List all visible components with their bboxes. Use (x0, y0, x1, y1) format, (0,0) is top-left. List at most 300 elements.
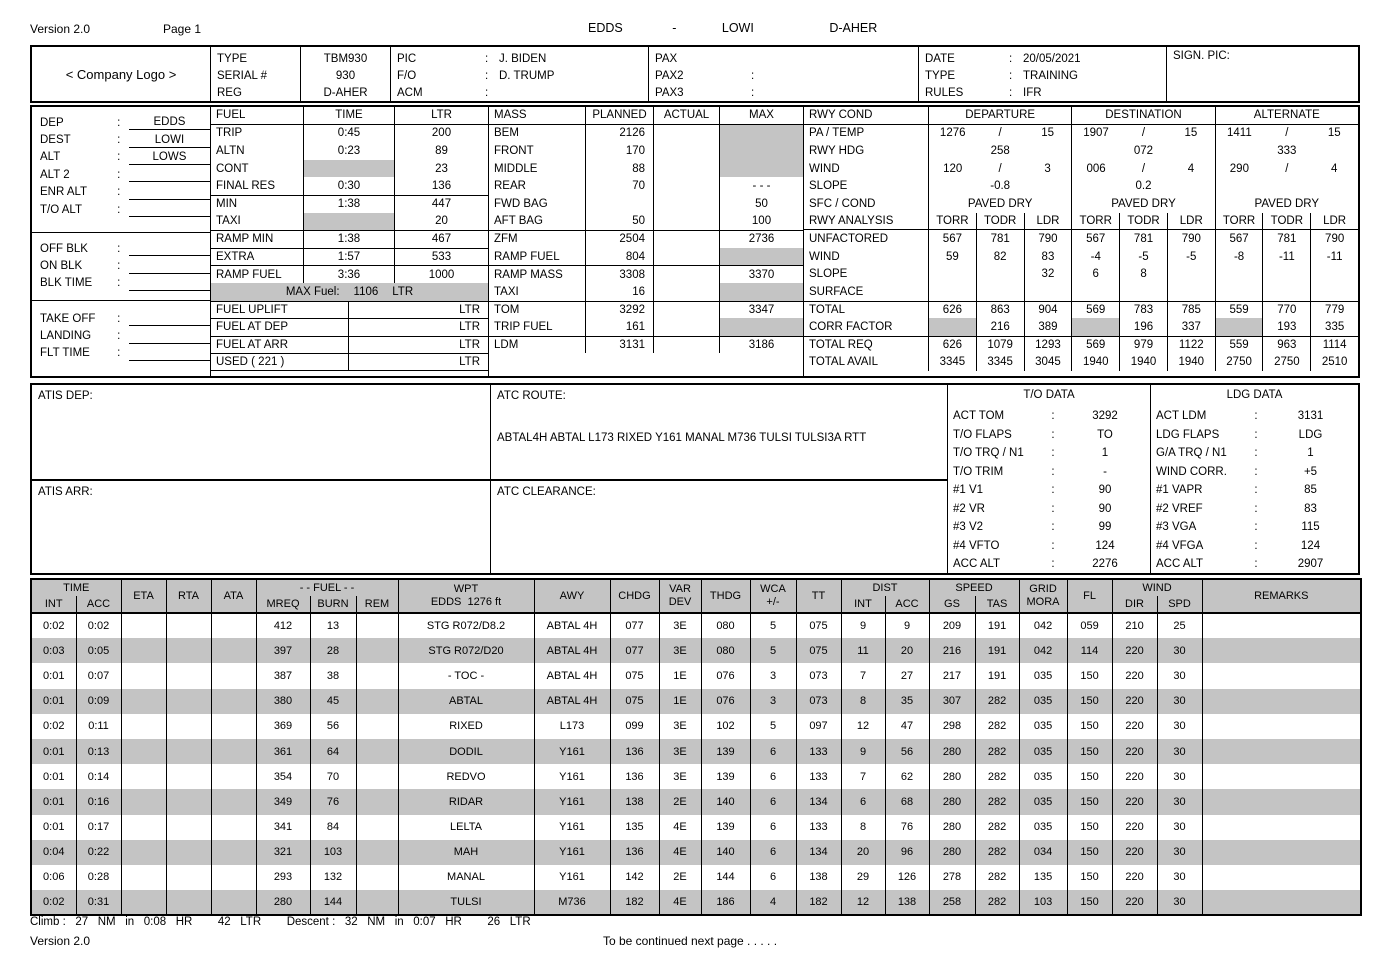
nav-cell-chdg: 135 (610, 815, 659, 840)
fuel-row-time (303, 213, 395, 231)
fuel-row (211, 195, 488, 213)
block-times-group (32, 232, 210, 300)
nav-cell-chdg: 142 (610, 865, 659, 890)
nav-cell-eta (121, 613, 166, 638)
route-field-value: EDDS (129, 115, 210, 130)
nav-cell-spd: 30 (1157, 789, 1202, 814)
nav-cell-ata (211, 714, 256, 739)
nav-cell-tas: 282 (975, 815, 1019, 840)
nav-row (31, 739, 1361, 764)
rwy-group (1071, 213, 1214, 230)
rwy-subheader-cell: TODR (1262, 213, 1310, 230)
nav-header-tt: TT (796, 579, 841, 613)
nav-cell-fl: 150 (1067, 840, 1112, 865)
nav-cell-wpt: DODIL (398, 739, 534, 764)
nav-cell-tt: 133 (796, 739, 841, 764)
mass-row-max: 3370 (719, 266, 803, 283)
route-field-label: ALT 2 (40, 168, 70, 181)
nav-cell-thdg: 140 (701, 789, 750, 814)
nav-cell-tt: 134 (796, 789, 841, 814)
nav-cell-int: 0:06 (31, 865, 76, 890)
rwy-row (804, 283, 1358, 301)
rwy-row (804, 177, 1358, 195)
nav-cell-wpt: RIXED (398, 714, 534, 739)
rwy-row-label: WIND (809, 162, 840, 175)
landing-data-row-value: 85 (1304, 484, 1317, 497)
rwy-row-label: CORR FACTOR (809, 320, 893, 333)
crew-row-label: F/O (397, 69, 417, 82)
landing-data-row-value: 2907 (1297, 558, 1324, 571)
nav-cell-chdg: 075 (610, 663, 659, 688)
nav-cell-acc: 0:13 (76, 739, 121, 764)
rwy-row (804, 265, 1358, 283)
rwy-cell (929, 283, 976, 301)
nav-cell-tas: 191 (975, 613, 1019, 638)
max-fuel-unit: LTR (392, 285, 414, 298)
nav-cell-acc: 0:31 (76, 890, 121, 915)
rwy-cell (1167, 283, 1215, 301)
nav-cell-rem (356, 815, 398, 840)
nav-cell-rta (166, 689, 211, 714)
time-field-value (129, 311, 210, 326)
takeoff-data-row-value: 1 (1101, 447, 1109, 460)
mass-row-label: LDM (494, 339, 519, 352)
nav-row (31, 789, 1361, 814)
nav-cell-rem (356, 739, 398, 764)
nav-cell-remarks (1202, 663, 1361, 688)
nav-cell-int: 0:01 (31, 789, 76, 814)
nav-cell-ata (211, 865, 256, 890)
rwy-cell: 559 (1215, 302, 1263, 319)
nav-cell-var: 1E (659, 663, 701, 688)
colon: : (1254, 502, 1258, 515)
route-field-label: DEP (40, 116, 64, 129)
fuel-bottom-value-area (348, 354, 488, 370)
mass-row-actual (653, 248, 719, 266)
nav-header-time-int: INT (31, 596, 76, 613)
takeoff-data-row-label: ACT TOM (953, 410, 1005, 423)
nav-header-fl: FL (1067, 579, 1112, 613)
rwy-cell: 626 (942, 303, 962, 316)
mass-row-actual (653, 318, 719, 336)
rwy-group-value: 333 (1215, 142, 1358, 160)
nav-cell-tas: 282 (975, 890, 1019, 915)
fuel-bottom-label: USED ( 221 ) (216, 356, 285, 369)
landing-data-row-value: LDG (1298, 428, 1323, 441)
nav-cell-tas: 282 (975, 840, 1019, 865)
nav-cell-dint: 6 (841, 789, 885, 814)
planning-box (30, 105, 1360, 378)
nav-cell-wca: 5 (750, 613, 796, 638)
nav-cell-burn: 28 (310, 638, 356, 663)
nav-cell-mora: 035 (1019, 714, 1067, 739)
mass-row-planned (585, 195, 653, 213)
nav-cell-spd: 30 (1157, 840, 1202, 865)
fuel-bottom-label: FUEL AT DEP (216, 321, 289, 334)
block-field-label: ON BLK (40, 260, 83, 273)
nav-cell-rta (166, 714, 211, 739)
nav-cell-rta (166, 638, 211, 663)
route-title (588, 21, 877, 35)
nav-cell-chdg: 136 (610, 840, 659, 865)
nav-cell-thdg: 139 (701, 815, 750, 840)
nav-cell-eta (121, 815, 166, 840)
aircraft-value-row: D-AHER (323, 86, 368, 99)
rwy-row-label: SURFACE (809, 285, 864, 298)
mass-table-body (489, 125, 803, 354)
mass-row-planned: 16 (585, 283, 653, 301)
route-field (32, 201, 210, 218)
rwy-row-label: RWY HDG (809, 144, 865, 157)
takeoff-data-row (948, 463, 1150, 482)
nav-cell-wca: 6 (750, 865, 796, 890)
nav-cell-mora: 035 (1019, 663, 1067, 688)
rwy-cell: 770 (1262, 302, 1310, 319)
nav-cell-tas: 282 (975, 764, 1019, 789)
nav-header-awy: AWY (534, 579, 610, 613)
route-field (32, 166, 210, 183)
navigation-log-table (30, 578, 1362, 916)
rwy-cell (1215, 265, 1263, 283)
fuel-row-label: ALTN (216, 144, 245, 157)
nav-cell-eta (121, 714, 166, 739)
fuel-row-ltr: 447 (431, 198, 452, 211)
colon: : (117, 203, 121, 216)
nav-cell-tt: 182 (796, 890, 841, 915)
nav-cell-wca: 6 (750, 739, 796, 764)
rwy-subheader-cell: TODR (976, 213, 1024, 230)
mass-row-actual (653, 195, 719, 213)
nav-cell-ata (211, 689, 256, 714)
nav-cell-eta (121, 638, 166, 663)
nav-header-time: TIME (31, 579, 121, 596)
rwy-subvalue: / (1141, 127, 1146, 140)
rwy-group-headers (928, 107, 1358, 124)
mass-row-max (719, 142, 803, 160)
nav-cell-dir: 220 (1112, 714, 1157, 739)
rwy-subvalue: 1411 (1227, 127, 1252, 140)
fuel-row-time (303, 160, 395, 178)
atc-route-text: ABTAL4H ABTAL L173 RIXED Y161 MANAL M736 TULSI TULSI3A RTT (497, 432, 867, 444)
rwy-group (929, 160, 1071, 178)
nav-cell-chdg: 136 (610, 764, 659, 789)
landing-data-row-label: ACC ALT (1156, 558, 1204, 571)
nav-header-chdg: CHDG (610, 579, 659, 613)
nav-cell-tt: 097 (796, 714, 841, 739)
atis-atc-box (30, 383, 1360, 575)
fuel-row-label: TRIP (216, 127, 243, 140)
mass-row (489, 177, 803, 195)
rwy-row (804, 213, 1358, 231)
flight-meta-row-value: IFR (1023, 86, 1042, 99)
mass-row-max (719, 160, 803, 178)
rwy-group (1215, 213, 1358, 230)
block-field-label: OFF BLK (40, 242, 88, 255)
landing-data-row-label: #3 VGA (1156, 521, 1197, 534)
nav-cell-mreq: 349 (256, 789, 310, 814)
rwy-row (804, 230, 1358, 248)
nav-cell-thdg: 144 (701, 865, 750, 890)
nav-cell-eta (121, 689, 166, 714)
nav-cell-acc: 0:14 (76, 764, 121, 789)
colon: : (117, 168, 121, 181)
rwy-cell: 3045 (1024, 353, 1072, 371)
fuel-row-time: 0:45 (303, 125, 395, 143)
nav-cell-ata (211, 638, 256, 663)
mass-row-max (719, 283, 803, 301)
nav-cell-wca: 5 (750, 714, 796, 739)
nav-cell-acc: 0:16 (76, 789, 121, 814)
rwy-cell: 863 (976, 302, 1024, 319)
rwy-group (1071, 160, 1214, 178)
nav-cell-acc: 0:02 (76, 613, 121, 638)
nav-cell-mreq: 321 (256, 840, 310, 865)
nav-header-speed: SPEED (929, 579, 1019, 596)
nav-cell-var: 1E (659, 689, 701, 714)
block-field (32, 240, 210, 257)
mass-row-max: - - - (719, 177, 803, 195)
takeoff-data-row-value: 124 (1095, 539, 1115, 552)
nav-cell-tt: 134 (796, 840, 841, 865)
takeoff-data-panel (948, 385, 1150, 573)
pax-row-label: PAX3 (655, 86, 684, 99)
rwy-group-header: ALTERNATE (1215, 107, 1358, 124)
nav-cell-gs: 280 (929, 739, 975, 764)
mass-row (489, 318, 803, 336)
rwy-cell (1310, 265, 1358, 283)
nav-cell-mreq: 387 (256, 663, 310, 688)
rwy-row-cells (928, 177, 1358, 195)
fuel-bottom-row (211, 353, 488, 371)
rwy-row (804, 353, 1358, 371)
crew-row-value: J. BIDEN (499, 52, 547, 65)
fuel-row-time: 1:57 (303, 249, 395, 266)
nav-cell-dir: 220 (1112, 764, 1157, 789)
fuel-row-time: 0:30 (303, 177, 395, 195)
nav-cell-burn: 76 (310, 789, 356, 814)
rwy-row-label: SFC / COND (809, 197, 876, 210)
nav-header-dist-int: INT (841, 596, 885, 613)
nav-cell-dint: 29 (841, 865, 885, 890)
nav-cell-rem (356, 663, 398, 688)
rwy-row (804, 142, 1358, 160)
colon: : (1051, 465, 1055, 478)
nav-cell-remarks (1202, 789, 1361, 814)
nav-cell-gs: 298 (929, 714, 975, 739)
fuel-row-label: CONT (216, 162, 249, 175)
atis-column (32, 385, 490, 573)
crew-row (391, 84, 648, 101)
nav-cell-burn: 103 (310, 840, 356, 865)
nav-cell-fl: 059 (1067, 613, 1112, 638)
mass-row-label: REAR (494, 180, 526, 193)
nav-cell-dacc: 9 (885, 613, 929, 638)
max-fuel-band (211, 283, 488, 301)
mass-row-actual (653, 142, 719, 160)
mass-row-actual (653, 160, 719, 178)
nav-cell-acc: 0:11 (76, 714, 121, 739)
nav-cell-awy: ABTAL 4H (534, 613, 610, 638)
rwy-cell (976, 265, 1024, 283)
nav-cell-dacc: 27 (885, 663, 929, 688)
landing-data-row-value: 124 (1300, 539, 1321, 552)
nav-cell-mreq: 354 (256, 764, 310, 789)
aircraft-label-row: TYPE (217, 52, 248, 65)
nav-cell-fl: 150 (1067, 714, 1112, 739)
fuel-row (211, 230, 488, 248)
rwy-row (804, 195, 1358, 213)
time-field-value (129, 346, 210, 361)
nav-cell-rem (356, 714, 398, 739)
landing-data-row-value: 3131 (1297, 410, 1324, 423)
rwy-group-value: 072 (1071, 142, 1214, 160)
mass-row (489, 142, 803, 160)
nav-cell-rta (166, 739, 211, 764)
nav-row (31, 815, 1361, 840)
fuel-table (210, 107, 488, 376)
nav-cell-wca: 6 (750, 815, 796, 840)
nav-cell-awy: ABTAL 4H (534, 663, 610, 688)
mass-row (489, 336, 803, 354)
nav-cell-wpt: MANAL (398, 865, 534, 890)
mass-row-actual (653, 266, 719, 283)
atc-column (490, 385, 947, 573)
colon: : (117, 242, 121, 255)
nav-cell-dir: 220 (1112, 815, 1157, 840)
nav-cell-int: 0:02 (31, 890, 76, 915)
nav-cell-wca: 6 (750, 840, 796, 865)
rwy-row-label: TOTAL (809, 303, 845, 316)
nav-cell-chdg: 182 (610, 890, 659, 915)
nav-cell-burn: 56 (310, 714, 356, 739)
rwy-subvalue: / (1285, 162, 1289, 175)
nav-cell-int: 0:01 (31, 689, 76, 714)
nav-cell-rem (356, 840, 398, 865)
nav-cell-eta (121, 840, 166, 865)
rwy-cell (1167, 265, 1215, 283)
nav-cell-wca: 4 (750, 890, 796, 915)
landing-data-row (1151, 481, 1358, 500)
nav-header-burn: BURN (310, 596, 356, 613)
nav-cell-fl: 150 (1067, 789, 1112, 814)
nav-cell-awy: L173 (534, 714, 610, 739)
nav-cell-wpt: TULSI (398, 890, 534, 915)
landing-data-row (1151, 426, 1358, 445)
colon: : (1051, 484, 1055, 497)
colon: : (751, 69, 755, 82)
nav-cell-dir: 220 (1112, 840, 1157, 865)
fuel-unit: LTR (459, 356, 480, 369)
rwy-cell: -4 (1071, 248, 1119, 266)
nav-header-fuel: - - FUEL - - (256, 579, 398, 596)
colon: : (1254, 410, 1258, 423)
mass-row (489, 283, 803, 301)
nav-cell-gs: 280 (929, 764, 975, 789)
rwy-row-cells (928, 353, 1358, 371)
nav-cell-var: 2E (659, 865, 701, 890)
landing-data-row (1151, 500, 1358, 519)
route-field-value (129, 185, 210, 200)
crew-column (390, 47, 648, 101)
rwy-cell (976, 283, 1024, 301)
rwy-subvalue: 15 (1327, 127, 1341, 140)
route-field-label: ALT (40, 151, 61, 164)
landing-data-row-value: 115 (1301, 521, 1320, 534)
nav-cell-dacc: 138 (885, 890, 929, 915)
atc-clearance-area: ATC CLEARANCE: (491, 479, 947, 573)
fuel-row-ltr: 20 (435, 215, 448, 228)
route-field-label: DEST (40, 134, 71, 147)
nav-cell-dint: 9 (841, 613, 885, 638)
nav-header-dist-acc: ACC (885, 596, 929, 613)
fuel-row-time: 1:38 (303, 231, 395, 248)
takeoff-data-row-value: 90 (1098, 502, 1112, 515)
nav-cell-burn: 64 (310, 739, 356, 764)
takeoff-data-row-label: T/O FLAPS (953, 428, 1012, 441)
fuel-row-time: 1:38 (303, 196, 395, 213)
pax-row (649, 50, 918, 67)
colon: : (1254, 428, 1258, 441)
colon: : (1051, 558, 1055, 571)
rwy-subvalue: 1907 (1083, 127, 1109, 140)
colon: : (1254, 465, 1258, 478)
takeoff-data-row-value: 90 (1098, 484, 1112, 497)
rwy-cell: 567 (1071, 230, 1119, 248)
nav-table-header (31, 579, 1361, 613)
nav-cell-spd: 30 (1157, 815, 1202, 840)
nav-cell-thdg: 186 (701, 890, 750, 915)
rwy-cell: 559 (1215, 337, 1263, 354)
mass-row (489, 213, 803, 231)
mass-table-header (489, 107, 803, 125)
nav-cell-tas: 282 (975, 714, 1019, 739)
colon: : (1051, 502, 1055, 515)
fuel-bottom-row (211, 318, 488, 336)
nav-cell-rem (356, 689, 398, 714)
colon: : (117, 330, 121, 343)
colon: : (117, 260, 121, 273)
nav-cell-mora: 135 (1019, 865, 1067, 890)
mass-row-label: TOM (494, 303, 520, 316)
fuel-row-ltr: 136 (431, 180, 452, 193)
rwy-cell: 1940 (1167, 353, 1215, 371)
route-dep: EDDS (588, 21, 623, 35)
aircraft-label-row: REG (217, 86, 242, 99)
mass-row-max (719, 248, 803, 266)
nav-cell-int: 0:03 (31, 638, 76, 663)
landing-data-row-label: G/A TRQ / N1 (1156, 447, 1227, 460)
nav-cell-awy: Y161 (534, 789, 610, 814)
nav-cell-fl: 150 (1067, 739, 1112, 764)
nav-cell-tt: 075 (796, 638, 841, 663)
mass-row-label: TAXI (494, 285, 519, 298)
nav-cell-dir: 220 (1112, 890, 1157, 915)
nav-cell-fl: 114 (1067, 638, 1112, 663)
mass-row-planned: 161 (585, 318, 653, 336)
rwy-subvalue: 15 (1041, 127, 1054, 140)
mass-row-max (719, 125, 803, 143)
nav-row (31, 613, 1361, 638)
flight-meta-row (919, 67, 1166, 84)
fuel-row-ltr: 200 (431, 127, 452, 140)
nav-cell-awy: M736 (534, 890, 610, 915)
rwy-row-cells (928, 195, 1358, 213)
rwy-cell: 6 (1071, 265, 1119, 283)
nav-cell-mora: 035 (1019, 689, 1067, 714)
rwy-cell (1119, 283, 1167, 301)
colon: : (117, 186, 121, 199)
mass-row-label: FRONT (494, 144, 534, 157)
